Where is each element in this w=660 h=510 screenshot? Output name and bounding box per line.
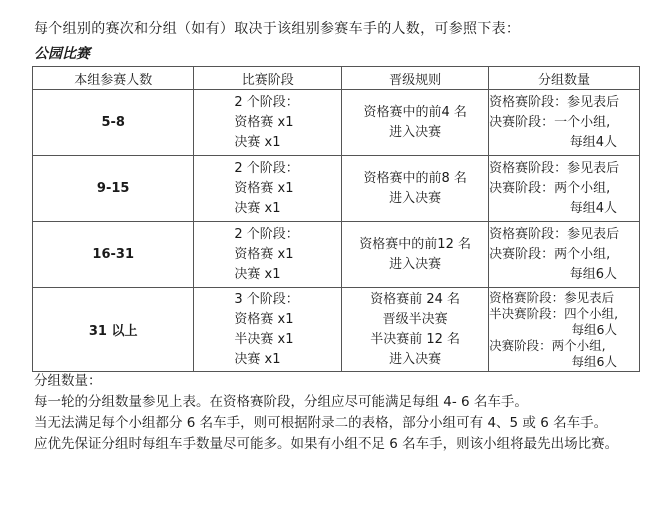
rule-line: 资格赛中的前12 名 [359, 236, 471, 252]
stage-line: 决赛 x1 [234, 134, 281, 150]
count-line: 每组4人 [569, 200, 617, 216]
rule-line: 资格赛前 24 名 [370, 291, 461, 307]
stage-line: 2 个阶段： [234, 160, 299, 176]
table-row [33, 222, 640, 288]
notes-line: 当无法满足每个小组都分 6 名车手，则可根据附录二的表格，部分小组可有 4、5 或 6 名车手。 [34, 415, 608, 431]
count-line: 资格赛阶段：参见表后 [489, 160, 620, 176]
count-cell [489, 222, 640, 288]
table-header-row [33, 67, 640, 90]
notes-heading: 分组数量： [34, 373, 102, 389]
stage-line: 资格赛 x1 [234, 180, 294, 196]
count-cell [489, 90, 640, 156]
rule-cell [342, 90, 489, 156]
stage-cell [194, 90, 342, 156]
stage-cell [194, 288, 342, 372]
notes-section [34, 371, 618, 455]
stage-cell [194, 156, 342, 222]
table-row [33, 156, 640, 222]
header-group-size: 本组参赛人数 [33, 67, 194, 90]
stage-cell [194, 222, 342, 288]
stage-line: 2 个阶段： [234, 226, 299, 242]
intro-text: 每个组别的赛次和分组（如有）取决于该组别参赛车手的人数，可参照下表： [34, 21, 521, 37]
grouping-table [32, 66, 640, 372]
table-row [33, 288, 640, 372]
header-rule: 晋级规则 [342, 67, 489, 90]
rule-line: 进入决赛 [389, 256, 442, 272]
table-row [33, 90, 640, 156]
count-cell [489, 288, 640, 372]
count-line: 每组6人 [569, 266, 617, 282]
count-line: 每组6人 [571, 353, 617, 369]
rule-line: 晋级半决赛 [382, 311, 448, 327]
count-line: 决赛阶段：两个小组, [489, 337, 606, 353]
group-size-cell: 5-8 [33, 90, 194, 156]
notes-line: 每一轮的分组数量参见上表。在资格赛阶段，分组应尽可能满足每组 4- 6 名车手。 [34, 394, 528, 410]
count-line: 资格赛阶段：参见表后 [489, 289, 615, 305]
header-stage: 比赛阶段 [194, 67, 342, 90]
stage-line: 资格赛 x1 [234, 311, 294, 327]
count-cell [489, 156, 640, 222]
stage-line: 半决赛 x1 [234, 331, 294, 347]
count-line: 资格赛阶段：参见表后 [489, 94, 620, 110]
section-title: 公园比赛 [34, 46, 90, 62]
count-line: 每组4人 [569, 134, 617, 150]
count-line: 决赛阶段：两个小组, [489, 246, 611, 262]
rule-line: 进入决赛 [389, 124, 442, 140]
notes-line: 应优先保证分组时每组车手数量尽可能多。如果有小组不足 6 名车手，则该小组将最先出场比赛。 [34, 436, 619, 452]
rule-line: 资格赛中的前4 名 [363, 104, 467, 120]
group-size-cell: 31 以上 [33, 288, 194, 372]
group-size-cell: 16-31 [33, 222, 194, 288]
count-line: 决赛阶段：两个小组, [489, 180, 611, 196]
stage-line: 3 个阶段： [234, 291, 299, 307]
rule-line: 进入决赛 [389, 351, 442, 367]
rule-cell [342, 222, 489, 288]
count-line: 每组6人 [571, 321, 617, 337]
count-line: 半决赛阶段：四个小组, [489, 305, 619, 321]
stage-line: 决赛 x1 [234, 351, 281, 367]
rule-cell [342, 288, 489, 372]
group-size-cell: 9-15 [33, 156, 194, 222]
rule-line: 进入决赛 [389, 190, 442, 206]
stage-line: 资格赛 x1 [234, 246, 294, 262]
count-line: 决赛阶段：一个小组, [489, 114, 611, 130]
rule-line: 半决赛前 12 名 [370, 331, 461, 347]
stage-line: 决赛 x1 [234, 200, 281, 216]
count-line: 资格赛阶段：参见表后 [489, 226, 620, 242]
stage-line: 决赛 x1 [234, 266, 281, 282]
rule-cell [342, 156, 489, 222]
header-count: 分组数量 [489, 67, 640, 90]
stage-line: 资格赛 x1 [234, 114, 294, 130]
stage-line: 2 个阶段： [234, 94, 299, 110]
rule-line: 资格赛中的前8 名 [363, 170, 467, 186]
